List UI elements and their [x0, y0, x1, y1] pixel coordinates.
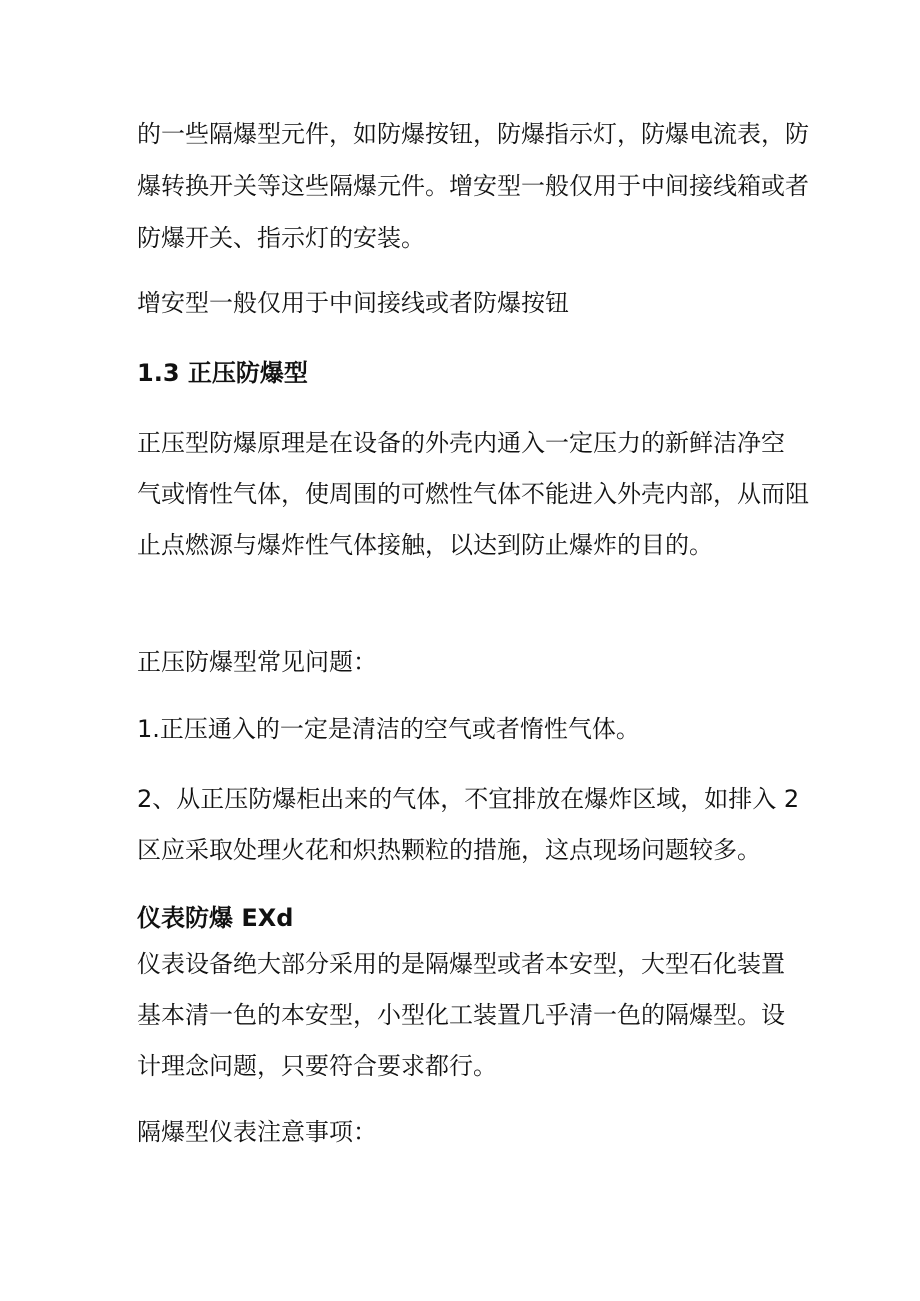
paragraph-5-line-1: 仪表设备绝大部分采用的是隔爆型或者本安型，大型石化装置	[137, 950, 785, 978]
paragraph-1-line-2: 爆转换开关等这些隔爆元件。增安型一般仅用于中间接线箱或者	[137, 172, 809, 200]
list-item-2-line-1: 2、从正压防爆柜出来的气体，不宜排放在爆炸区域，如排入 2	[137, 785, 800, 813]
paragraph-5-line-2: 基本清一色的本安型，小型化工装置几乎清一色的隔爆型。设	[137, 1001, 785, 1029]
paragraph-3-line-2: 气或惰性气体，使周围的可燃性气体不能进入外壳内部，从而阻	[137, 480, 809, 508]
list-item-2-line-2: 区应采取处理火花和炽热颗粒的措施，这点现场问题较多。	[137, 836, 761, 864]
list-item-1: 1.正压通入的一定是清洁的空气或者惰性气体。	[137, 715, 640, 743]
paragraph-4: 正压防爆型常见问题：	[137, 648, 377, 676]
paragraph-3-line-3: 止点燃源与爆炸性气体接触，以达到防止爆炸的目的。	[137, 531, 713, 559]
paragraph-1-line-1: 的一些隔爆型元件，如防爆按钮，防爆指示灯，防爆电流表，防	[137, 120, 809, 148]
paragraph-1-line-3: 防爆开关、指示灯的安装。	[137, 224, 425, 252]
section-heading-1-3: 1.3 正压防爆型	[137, 359, 308, 387]
paragraph-5-line-3: 计理念问题，只要符合要求都行。	[137, 1052, 497, 1080]
paragraph-6: 隔爆型仪表注意事项：	[137, 1118, 377, 1146]
paragraph-2: 增安型一般仅用于中间接线或者防爆按钮	[137, 289, 569, 317]
section-heading-exd: 仪表防爆 EXd	[137, 904, 294, 932]
paragraph-3-line-1: 正压型防爆原理是在设备的外壳内通入一定压力的新鲜洁净空	[137, 429, 785, 457]
